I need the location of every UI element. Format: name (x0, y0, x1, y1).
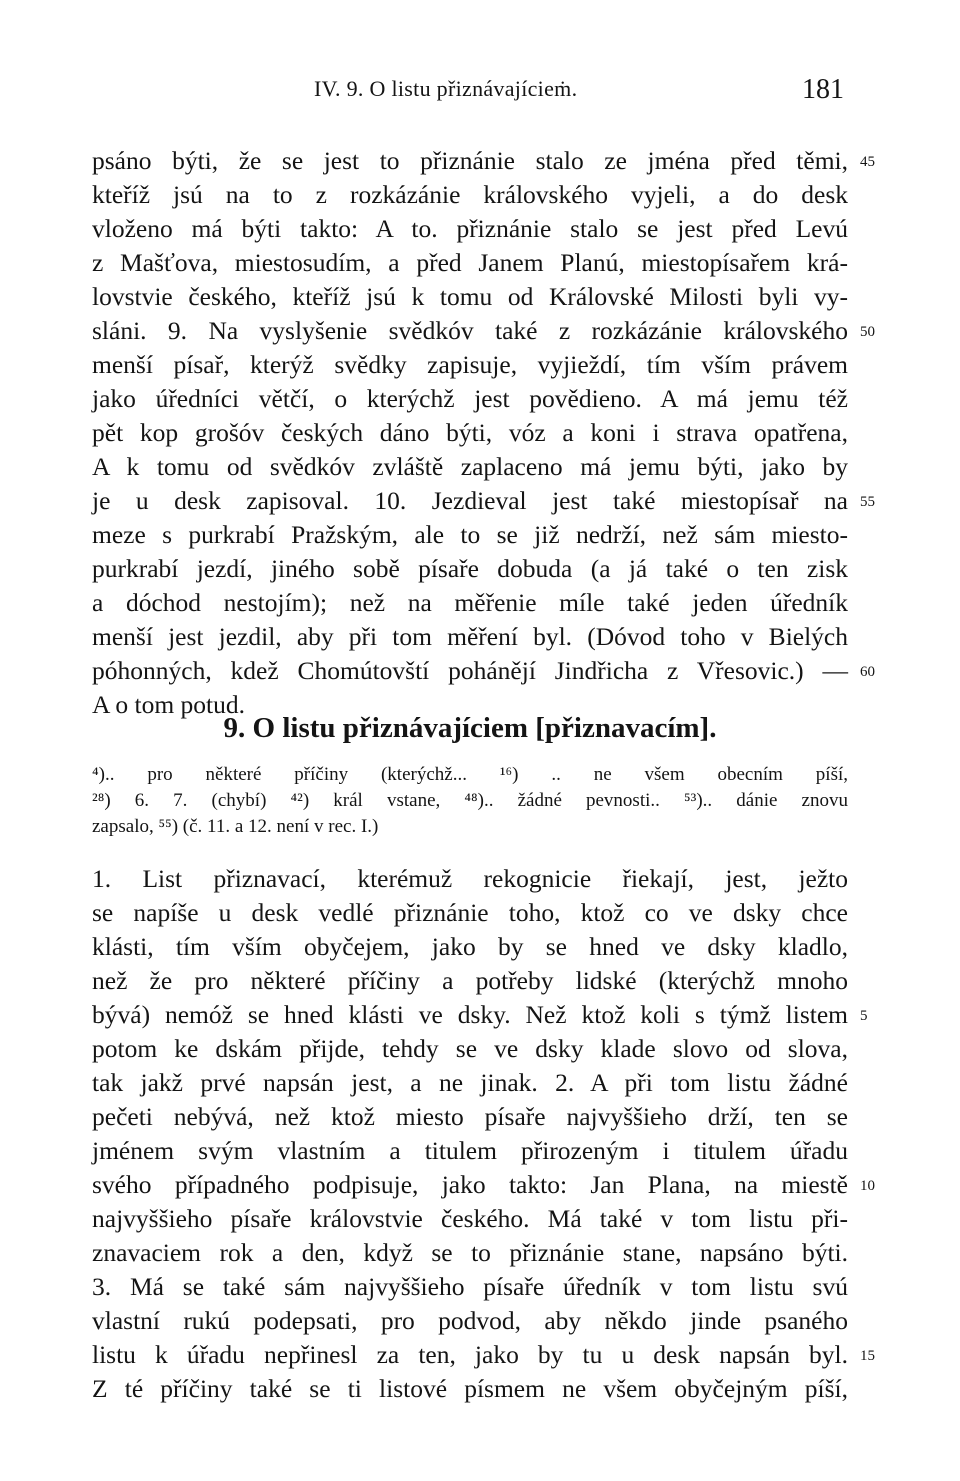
text-line: tak jakž prvé napsán jest, a ne jinak. 2. A při tom listu žádné (92, 1068, 848, 1097)
margin-line-number: 50 (860, 324, 875, 340)
page-number: 181 (802, 74, 844, 105)
variant-note: zapsalo, ⁵⁵) (č. 11. a 12. není v rec. I.) (92, 816, 379, 837)
text-line: klásti, tím vším obyčejem, jako by se hned ve dsky kladlo, (92, 932, 848, 961)
text-line: meze s purkrabí Pražským, ale to se již nedrží, než sám miesto- (92, 520, 848, 549)
text-line: 3. Má se také sám najvyššieho písaře úředník v tom listu svú (92, 1272, 848, 1301)
text-line: najvyššieho písaře královstvie českého. Má také v tom listu při- (92, 1204, 848, 1233)
margin-line-number: 5 (860, 1008, 868, 1024)
text-line: kteříž jsú na to z rozkázánie královského vyjeli, a do desk (92, 180, 848, 209)
text-line: pečeti nebývá, než ktož miesto písaře najvyššieho drží, ten se (92, 1102, 848, 1131)
text-line: vlastní rukú podepsati, pro podvod, aby někdo jinde psaného (92, 1306, 848, 1335)
margin-line-number: 60 (860, 664, 875, 680)
text-line: jako úředníci větčí, o kterýchž jest povědieno. A má jemu též (92, 384, 848, 413)
margin-line-number: 45 (860, 154, 875, 170)
text-line: potom ke dskám přijde, tehdy se ve dsky klade slovo od slova, (92, 1034, 848, 1063)
text-line: sláni. 9. Na vyslyšenie svědkóv také z rozkázánie královského (92, 316, 848, 345)
text-line: listu k úřadu nepřinesl za ten, jako by tu u desk napsán byl. (92, 1340, 848, 1369)
margin-line-number: 10 (860, 1178, 875, 1194)
margin-line-number: 55 (860, 494, 875, 510)
text-line: je u desk zapisoval. 10. Jezdieval jest také miestopísař na (92, 486, 848, 515)
text-line: než že pro některé příčiny a potřeby lidské (kterýchž mnoho (92, 966, 848, 995)
text-line: znavaciem rok a den, když se to přiznánie stane, napsáno býti. (92, 1238, 848, 1267)
text-line: lovstvie českého, kteříž jsú k tomu od Královské Milosti byli vy- (92, 282, 848, 311)
variant-note: ²⁸) 6. 7. (chybí) ⁴²) král vstane, ⁴⁸).. žádné pevnosti.. ⁵³).. dánie znovu (92, 790, 848, 811)
running-title: IV. 9. O listu přiznávajícieṁ. (314, 76, 578, 101)
text-line: a dóchod nestojím); než na měřenie míle také jeden úředník (92, 588, 848, 617)
text-line: Z té příčiny také se ti listové písmem ne všem obyčejným píší, (92, 1374, 848, 1403)
text-line: menší písař, kterýž svědky zapisuje, vyjieždí, tím vším právem (92, 350, 848, 379)
text-line: se napíše u desk vedlé přiznánie toho, ktož co ve dsky chce (92, 898, 848, 927)
text-line: z Mašťova, miestosudím, a před Janem Planú, miestopísařem krá- (92, 248, 848, 277)
margin-line-number: 15 (860, 1348, 875, 1364)
text-line: svého případného podpisuje, jako takto: Jan Plana, na miestě (92, 1170, 848, 1199)
text-line: jménem svým vlastním a titulem přirozeným i titulem úřadu (92, 1136, 848, 1165)
text-line: psáno býti, že se jest to přiznánie stalo ze jména před těmi, (92, 146, 848, 175)
text-line: 1. List přiznavací, kterémuž rekognicie řiekají, jest, ježto (92, 864, 848, 893)
page-header (92, 74, 848, 110)
text-line: A k tomu od svědkóv zvláště zaplaceno má jemu býti, jako by (92, 452, 848, 481)
text-line: póhonných, kdež Chomútovští pohánějí Jindřicha z Vřesovic.) — (92, 656, 848, 685)
text-line: bývá) nemóž se hned klásti ve dsky. Než ktož koli s týmž listem (92, 1000, 848, 1029)
text-line: purkrabí jezdí, jiného sobě písaře dobuda (a já také o ten zisk (92, 554, 848, 583)
section-heading: 9. O listu přiznávajíciem [přiznavacím]. (223, 712, 717, 744)
variant-note: ⁴).. pro některé příčiny (kterýchž... ¹⁶) .. ne všem obecním píší, (92, 764, 848, 785)
text-line: menší jest jezdil, aby při tom měření byl. (Dóvod toho v Bielých (92, 622, 848, 651)
text-line: pět kop grošóv českých dáno býti, vóz a koni i strava opatřena, (92, 418, 848, 447)
text-line: vloženo má býti takto: A to. přiznánie stalo se jest před Levú (92, 214, 848, 243)
text-line: A o tom potud. (92, 690, 246, 719)
